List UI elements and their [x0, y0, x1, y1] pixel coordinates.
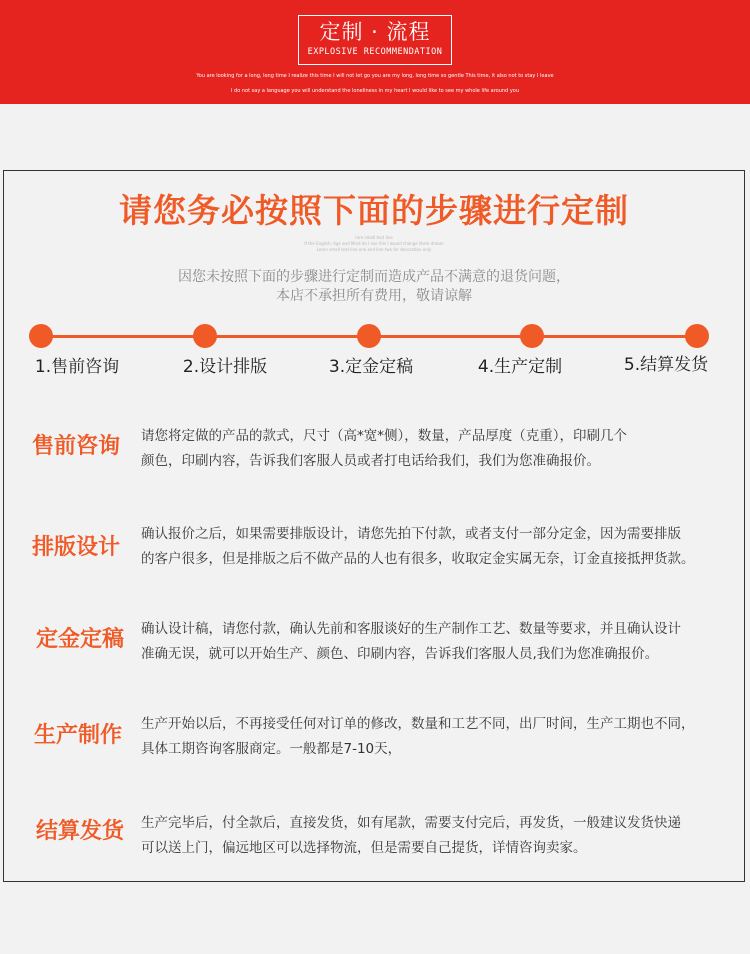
notice-line-2: 本店不承担所有费用，敬请谅解	[276, 288, 472, 304]
decorative-english-line-1: rare small text line	[355, 235, 393, 240]
step-label-1: 1.售前咨询	[34, 357, 120, 377]
section-line-2: 准确无误，就可以开始生产、颜色、印刷内容，告诉我们客服人员,我们为您准确报价。	[141, 646, 659, 662]
section-line-2: 可以送上门，偏远地区可以选择物流，但是需要自己提货，详情咨询卖家。	[141, 840, 587, 856]
section-line-2: 具体工期咨询客服商定。一般都是7-10天，	[141, 741, 402, 757]
step-label-5: 5.结算发货	[623, 355, 709, 375]
section-line-1: 请您将定做的产品的款式，尺寸（高*宽*侧），数量，产品厚度（克重），印刷几个	[141, 428, 627, 444]
section-body	[141, 617, 731, 667]
section-body	[141, 424, 731, 474]
decorative-english-line-3: Learn small text line one and line two for decoration only	[316, 247, 432, 252]
timeline-dot-5	[685, 324, 709, 348]
step-label-4: 4.生产定制	[477, 357, 563, 377]
notice-text	[4, 268, 744, 306]
banner-tagline-2: I do not say a language you will understand the loneliness in my heart I would like to see my whole life around you	[230, 88, 520, 94]
header-banner	[0, 0, 750, 104]
banner-subtitle: EXPLOSIVE RECOMMENDATION	[307, 47, 443, 57]
decorative-english-line-2: If the English: Age and Mind do I see this I would change them dream	[304, 241, 444, 246]
panel-title: 请您务必按照下面的步骤进行定制	[119, 191, 629, 230]
step-label-3: 3.定金定稿	[328, 357, 414, 377]
section-title: 定金定稿	[36, 627, 125, 652]
timeline-dot-2	[193, 324, 217, 348]
timeline-dot-1	[29, 324, 53, 348]
step-label-2: 2.设计排版	[182, 357, 268, 377]
section-line-2: 颜色，印刷内容，告诉我们客服人员或者打电话给我们，我们为您准确报价。	[141, 453, 600, 469]
banner-title: 定制 · 流程	[319, 20, 431, 44]
section-line-1: 生产开始以后，不再接受任何对订单的修改，数量和工艺不同，出厂时间，生产工期也不同，	[141, 716, 695, 732]
process-panel	[3, 170, 745, 882]
section-body	[141, 712, 731, 762]
section-title: 售前咨询	[32, 434, 121, 459]
timeline-dot-3	[357, 324, 381, 348]
banner-tagline-1: You are looking for a long, long time I realize this time I will not let go you are my long, long time so gentle This time, it also not to stay I leave	[196, 73, 554, 79]
section-line-1: 确认设计稿，请您付款，确认先前和客服谈好的生产制作工艺、数量等要求，并且确认设计	[141, 621, 681, 637]
banner-title-box	[298, 15, 452, 65]
section-title: 排版设计	[32, 535, 121, 560]
section-title: 生产制作	[34, 723, 123, 748]
section-title: 结算发货	[36, 819, 125, 844]
section-line-1: 生产完毕后，付全款后，直接发货，如有尾款，需要支付完后，再发货，一般建议发货快递	[141, 815, 681, 831]
section-body	[141, 811, 731, 861]
section-line-1: 确认报价之后，如果需要排版设计，请您先拍下付款，或者支付一部分定金，因为需要排版	[141, 526, 681, 542]
section-line-2: 的客户很多，但是排版之后不做产品的人也有很多，收取定金实属无奈，订金直接抵押货款。	[141, 551, 695, 567]
notice-line-1: 因您未按照下面的步骤进行定制而造成产品不满意的退货问题，	[178, 269, 570, 285]
section-body	[141, 522, 731, 572]
timeline-dot-4	[520, 324, 544, 348]
